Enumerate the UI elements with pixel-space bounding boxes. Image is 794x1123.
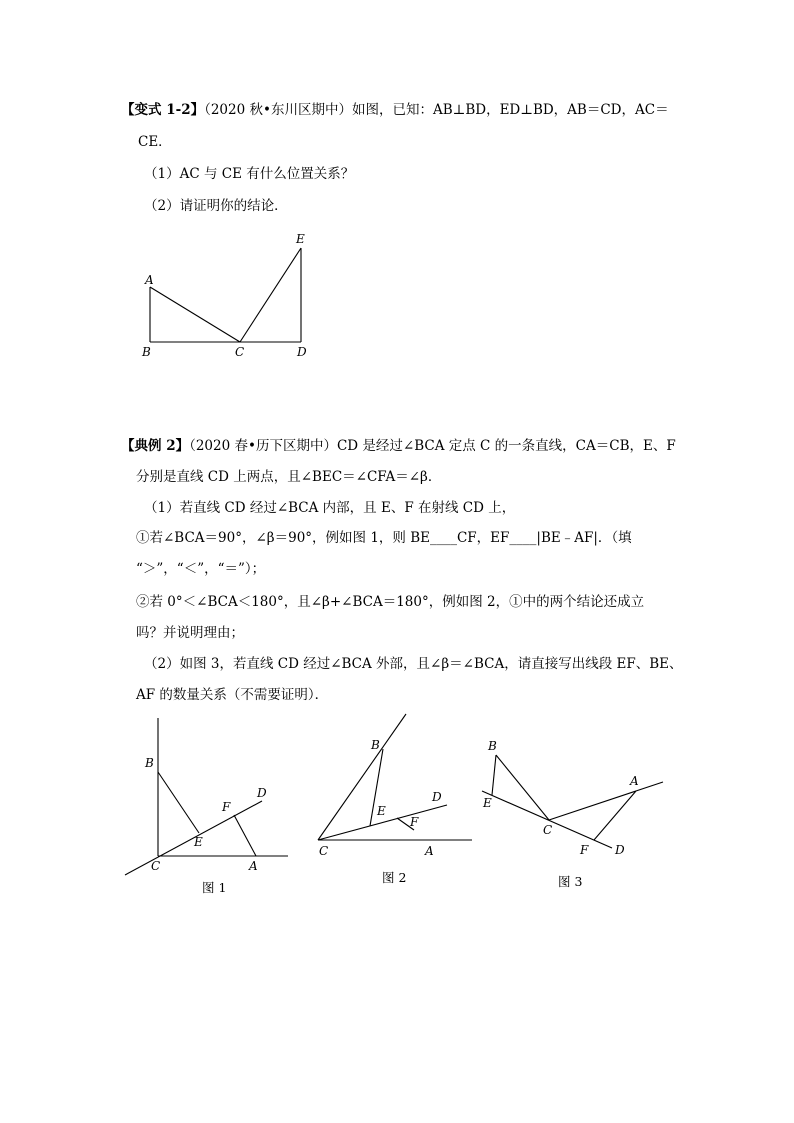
problem1-line2: CE． [138, 134, 172, 150]
fig2-label-E: E [377, 804, 386, 818]
segment-EB [492, 755, 496, 795]
fig1-label-F: F [222, 800, 231, 814]
label-A: A [145, 273, 154, 287]
fig3-label-D: D [615, 843, 625, 857]
fig1-label-D: D [257, 786, 267, 800]
problem2-part1b-line1: ②若 0°＜∠BCA＜180°，且∠β+∠BCA＝180°，例如图 2，①中的两个结论还成立 [136, 594, 645, 610]
fig1-label-B: B [145, 756, 154, 770]
label-C: C [235, 345, 245, 359]
problem1-statement: （2020 秋•东川区期中）如图，已知：AB⊥BD，ED⊥BD，AB＝CD，AC＝ [204, 102, 669, 118]
label-E: E [296, 232, 305, 246]
fig2-label-A: A [425, 844, 434, 858]
problem2-statement: （2020 春•历下区期中）CD 是经过∠BCA 定点 C 的一条直线，CA＝CB，E、F [189, 438, 676, 454]
fig1-label-E: E [194, 835, 203, 849]
fig1-caption: 图 1 [202, 880, 227, 895]
problem2-part1a-line2: “＞”，“＜”，“＝”）； [136, 561, 266, 577]
problem2-part2-line1: （2）如图 3，若直线 CD 经过∠BCA 外部，且∠β＝∠BCA，请直接写出线段 EF、BE、 [144, 656, 683, 672]
problem2-tag: 【典例 2】 [121, 438, 190, 454]
fig3-label-E: E [483, 796, 492, 810]
fig3-label-B: B [488, 739, 497, 753]
problem1-tag: 【变式 1-2】 [121, 102, 205, 118]
fig2-label-D: D [432, 790, 442, 804]
segment-BC [496, 755, 549, 820]
problem2-part1a-line1: ①若∠BCA＝90°，∠β＝90°，例如图 1，则 BE____CF，EF____|BE﹣AF|．（填 [136, 530, 632, 546]
fig2-caption: 图 2 [382, 870, 407, 885]
fig2-label-F: F [410, 815, 419, 829]
problem2-line2: 分别是直线 CD 上两点，且∠BEC＝∠CFA＝∠β． [136, 469, 442, 485]
fig2-label-B: B [371, 738, 380, 752]
problem2-part1b-line2: 吗？并说明理由； [136, 625, 244, 641]
label-D: D [297, 345, 307, 359]
label-B: B [142, 345, 151, 359]
fig3-label-F: F [580, 843, 589, 857]
problem2-part2-line2: AF 的数量关系（不需要证明）． [136, 687, 329, 703]
fig3-caption: 图 3 [558, 874, 583, 889]
line-CA [549, 782, 663, 820]
problem2-part1-intro: （1）若直线 CD 经过∠BCA 内部，且 E、F 在射线 CD 上， [144, 500, 516, 516]
problem1-question-1: （1）AC 与 CE 有什么位置关系？ [144, 166, 355, 182]
fig3-label-C: C [543, 823, 553, 837]
fig3-label-A: A [630, 774, 639, 788]
fig2-label-C: C [319, 844, 329, 858]
fig1-label-A: A [249, 859, 258, 873]
line-CD [482, 791, 612, 848]
fig1-label-C: C [151, 859, 161, 873]
problem1-question-2: （2）请证明你的结论． [144, 198, 288, 214]
